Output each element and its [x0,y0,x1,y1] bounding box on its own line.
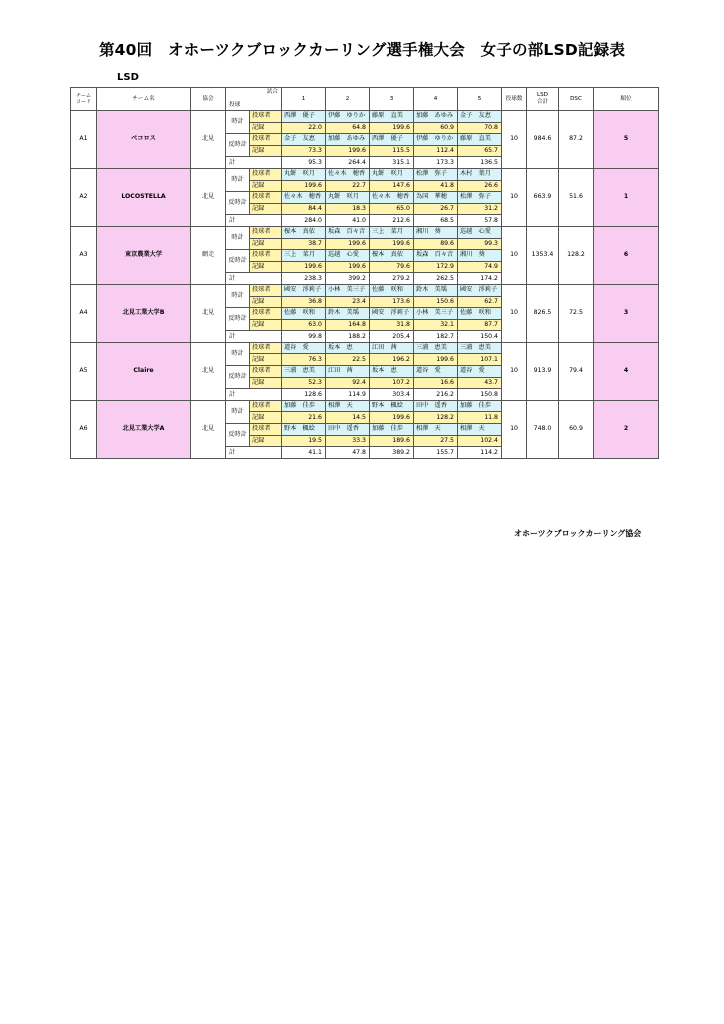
thrower-name: 加藤 佳歩 [370,424,414,436]
record-value: 199.6 [370,238,414,250]
thrower-name: 江田 茜 [370,342,414,354]
total-label: 計 [226,273,282,285]
table-row [71,111,659,123]
team-association: 北見 [191,342,226,400]
record-value: 199.6 [370,412,414,424]
thrower-name: 三浦 恵美 [282,366,326,378]
total-value: 399.2 [326,273,370,285]
thrower-label: 投球者 [250,111,282,123]
team-code: A2 [71,168,97,226]
total-value: 68.5 [414,215,458,227]
table-row [71,168,659,180]
thrower-name: 國安 澪莉子 [282,284,326,296]
thrower-name: 三上 菜月 [282,250,326,262]
record-value: 23.4 [326,296,370,308]
thrower-label: 投球者 [250,308,282,320]
thrower-label: 投球者 [250,400,282,412]
team-rank: 3 [594,284,659,342]
record-value: 16.6 [414,377,458,389]
record-value: 164.8 [326,319,370,331]
team-rank: 1 [594,168,659,226]
total-value: 128.6 [282,389,326,401]
thrower-label: 投球者 [250,284,282,296]
record-label: 記録 [250,122,282,134]
thrower-name: 佐々木 穂香 [282,192,326,204]
record-label: 記録 [250,203,282,215]
thrower-name: 金子 友恵 [282,134,326,146]
thrower-name: 丸餅 咲月 [282,168,326,180]
thrower-name: 道谷 愛 [282,342,326,354]
record-value: 73.3 [282,145,326,157]
total-value: 315.1 [370,157,414,169]
total-value: 303.4 [370,389,414,401]
total-value: 173.3 [414,157,458,169]
thrower-name: 三上 菜月 [370,226,414,238]
team-code: A4 [71,284,97,342]
total-value: 57.8 [458,215,502,227]
total-value: 212.6 [370,215,414,227]
thrower-name: 伊藤 ゆりか [414,134,458,146]
total-value: 150.8 [458,389,502,401]
thrower-name: 榎本 真依 [282,226,326,238]
header-team-code: チーム コード [71,88,97,111]
thrower-name: 佐々木 穂香 [370,192,414,204]
thrower-name: 小林 美三子 [414,308,458,320]
total-label: 計 [226,215,282,227]
header-lsd-total: LSD 合計 [527,88,559,111]
counter-clockwise-label: 反時計 [226,250,250,273]
thrower-label: 投球者 [250,424,282,436]
record-value: 102.4 [458,435,502,447]
throw-count: 10 [502,168,527,226]
record-value: 76.3 [282,354,326,366]
thrower-name: 坂森 百々音 [414,250,458,262]
total-value: 114.2 [458,447,502,459]
record-value: 62.7 [458,296,502,308]
header-end-4: 4 [414,88,458,111]
record-value: 21.6 [282,412,326,424]
thrower-name: 佐々木 穂香 [326,168,370,180]
team-name: ペコロス [97,111,191,169]
dsc-value: 60.9 [559,400,594,458]
record-value: 70.8 [458,122,502,134]
thrower-name: 坂本 恵 [326,342,370,354]
team-code: A5 [71,342,97,400]
record-value: 19.5 [282,435,326,447]
record-value: 199.6 [326,238,370,250]
record-label: 記録 [250,238,282,250]
record-label: 記録 [250,261,282,273]
record-value: 147.6 [370,180,414,192]
team-name: 東京農業大学 [97,226,191,284]
record-value: 115.5 [370,145,414,157]
thrower-name: 丸餅 咲月 [370,168,414,180]
record-value: 18.3 [326,203,370,215]
thrower-name: 佐藤 咲和 [370,284,414,296]
lsd-total: 1353.4 [527,226,559,284]
throw-count: 10 [502,226,527,284]
header-end-3: 3 [370,88,414,111]
thrower-name: 藤原 直美 [370,111,414,123]
thrower-name: 為国 華穂 [414,192,458,204]
total-value: 264.4 [326,157,370,169]
record-value: 199.6 [370,122,414,134]
total-value: 155.7 [414,447,458,459]
thrower-name: 丸餅 咲月 [326,192,370,204]
record-value: 199.6 [414,354,458,366]
record-value: 31.8 [370,319,414,331]
team-association: 北見 [191,168,226,226]
record-value: 14.5 [326,412,370,424]
thrower-name: 三浦 恵美 [414,342,458,354]
total-value: 389.2 [370,447,414,459]
total-value: 284.0 [282,215,326,227]
record-value: 128.2 [414,412,458,424]
total-value: 174.2 [458,273,502,285]
team-association: 北見 [191,111,226,169]
team-name: 北見工業大学A [97,400,191,458]
thrower-name: 木村 葉月 [458,168,502,180]
header-team-name: チーム名 [97,88,191,111]
clockwise-label: 時計 [226,400,250,423]
team-rank: 5 [594,111,659,169]
thrower-name: 國安 澪莉子 [458,284,502,296]
record-value: 199.6 [282,180,326,192]
total-value: 41.0 [326,215,370,227]
total-label: 計 [226,331,282,343]
thrower-name: 加藤 あゆみ [326,134,370,146]
throw-count: 10 [502,342,527,400]
team-association: 北見 [191,284,226,342]
thrower-label: 投球者 [250,168,282,180]
clockwise-label: 時計 [226,342,250,365]
record-value: 199.6 [326,145,370,157]
record-value: 99.3 [458,238,502,250]
record-value: 22.7 [326,180,370,192]
counter-clockwise-label: 反時計 [226,366,250,389]
record-value: 92.4 [326,377,370,389]
record-label: 記録 [250,296,282,308]
record-value: 84.4 [282,203,326,215]
thrower-name: 江田 茜 [326,366,370,378]
lsd-total: 748.0 [527,400,559,458]
record-value: 52.3 [282,377,326,389]
lsd-total: 826.5 [527,284,559,342]
record-value: 38.7 [282,238,326,250]
header-throw-label: 投球 [229,102,241,108]
record-value: 27.5 [414,435,458,447]
thrower-label: 投球者 [250,226,282,238]
total-value: 95.3 [282,157,326,169]
clockwise-label: 時計 [226,284,250,307]
thrower-name: 湘川 葵 [414,226,458,238]
table-row [71,226,659,238]
thrower-name: 坂森 百々音 [326,226,370,238]
total-label: 計 [226,389,282,401]
header-diagonal-cell [226,88,282,111]
lsd-total: 984.6 [527,111,559,169]
counter-clockwise-label: 反時計 [226,424,250,447]
thrower-name: 金子 友恵 [458,111,502,123]
total-value: 238.3 [282,273,326,285]
thrower-name: 佐藤 咲和 [282,308,326,320]
thrower-name: 鈴木 美瑀 [414,284,458,296]
total-label: 計 [226,447,282,459]
record-value: 87.7 [458,319,502,331]
lsd-total: 913.9 [527,342,559,400]
record-label: 記録 [250,435,282,447]
thrower-name: 西澤 優子 [282,111,326,123]
thrower-name: 相澤 天 [414,424,458,436]
table-row [71,342,659,354]
record-value: 65.7 [458,145,502,157]
record-value: 32.1 [414,319,458,331]
total-value: 279.2 [370,273,414,285]
team-code: A3 [71,226,97,284]
dsc-value: 87.2 [559,111,594,169]
thrower-label: 投球者 [250,192,282,204]
thrower-name: 湘川 葵 [458,250,502,262]
thrower-name: 加藤 佳歩 [458,400,502,412]
team-rank: 6 [594,226,659,284]
table-row [71,284,659,296]
record-value: 199.6 [282,261,326,273]
record-value: 112.4 [414,145,458,157]
header-match-label: 試合 [266,89,278,95]
lsd-total: 663.9 [527,168,559,226]
throw-count: 10 [502,111,527,169]
thrower-name: 藤原 直美 [458,134,502,146]
thrower-name: 小林 美三子 [326,284,370,296]
thrower-name: 田中 遥香 [414,400,458,412]
thrower-name: 巡越 心愛 [326,250,370,262]
record-value: 173.6 [370,296,414,308]
team-association: 北見 [191,400,226,458]
total-value: 150.4 [458,331,502,343]
team-rank: 2 [594,400,659,458]
thrower-name: 田中 遥香 [326,424,370,436]
header-row [71,88,659,111]
header-rank: 順位 [594,88,659,111]
team-name: 北見工業大学B [97,284,191,342]
throw-count: 10 [502,284,527,342]
dsc-value: 72.5 [559,284,594,342]
counter-clockwise-label: 反時計 [226,192,250,215]
total-value: 262.5 [414,273,458,285]
thrower-name: 松澤 弥子 [458,192,502,204]
dsc-value: 128.2 [559,226,594,284]
counter-clockwise-label: 反時計 [226,308,250,331]
record-value: 199.6 [326,261,370,273]
thrower-name: 野本 楓絵 [282,424,326,436]
thrower-name: 加藤 あゆみ [414,111,458,123]
record-value: 107.2 [370,377,414,389]
thrower-name: 道谷 愛 [458,366,502,378]
lsd-record-table [70,87,659,459]
record-value: 79.6 [370,261,414,273]
page-title: 第40回 オホーツクブロックカーリング選手権大会 女子の部LSD記録表 [98,41,626,59]
record-value: 60.9 [414,122,458,134]
record-value: 41.8 [414,180,458,192]
record-value: 89.6 [414,238,458,250]
total-value: 188.2 [326,331,370,343]
total-value: 41.1 [282,447,326,459]
dsc-value: 79.4 [559,342,594,400]
section-label: LSD [117,72,139,83]
counter-clockwise-label: 反時計 [226,134,250,157]
thrower-label: 投球者 [250,250,282,262]
total-value: 136.5 [458,157,502,169]
team-name: LOCOSTELLA [97,168,191,226]
header-end-2: 2 [326,88,370,111]
header-end-5: 5 [458,88,502,111]
total-value: 216.2 [414,389,458,401]
record-value: 150.6 [414,296,458,308]
record-value: 33.3 [326,435,370,447]
thrower-name: 松澤 弥子 [414,168,458,180]
thrower-name: 道谷 愛 [414,366,458,378]
thrower-label: 投球者 [250,342,282,354]
header-dsc: DSC [559,88,594,111]
record-label: 記録 [250,180,282,192]
record-label: 記録 [250,319,282,331]
footer-organization: オホーツクブロックカーリング協会 [514,529,642,538]
thrower-label: 投球者 [250,134,282,146]
thrower-name: 伊藤 ゆりか [326,111,370,123]
record-label: 記録 [250,145,282,157]
record-value: 43.7 [458,377,502,389]
header-end-1: 1 [282,88,326,111]
thrower-name: 坂本 恵 [370,366,414,378]
thrower-label: 投球者 [250,366,282,378]
thrower-name: 國安 澪莉子 [370,308,414,320]
record-value: 196.2 [370,354,414,366]
clockwise-label: 時計 [226,168,250,191]
record-value: 172.9 [414,261,458,273]
thrower-name: 巡越 心愛 [458,226,502,238]
dsc-value: 51.6 [559,168,594,226]
record-value: 189.6 [370,435,414,447]
team-association: 網走 [191,226,226,284]
total-label: 計 [226,157,282,169]
record-value: 22.5 [326,354,370,366]
team-code: A6 [71,400,97,458]
total-value: 47.8 [326,447,370,459]
thrower-name: 鈴木 美瑀 [326,308,370,320]
header-throws: 投球数 [502,88,527,111]
total-value: 114.9 [326,389,370,401]
thrower-name: 加藤 佳歩 [282,400,326,412]
record-value: 31.2 [458,203,502,215]
record-value: 74.9 [458,261,502,273]
thrower-name: 野本 楓絵 [370,400,414,412]
team-name: Claire [97,342,191,400]
record-value: 22.0 [282,122,326,134]
clockwise-label: 時計 [226,226,250,249]
record-value: 64.8 [326,122,370,134]
total-value: 182.7 [414,331,458,343]
table-row [71,400,659,412]
team-code: A1 [71,111,97,169]
record-label: 記録 [250,412,282,424]
record-value: 26.6 [458,180,502,192]
team-rank: 4 [594,342,659,400]
record-label: 記録 [250,354,282,366]
total-value: 99.8 [282,331,326,343]
throw-count: 10 [502,400,527,458]
header-association: 協会 [191,88,226,111]
total-value: 205.4 [370,331,414,343]
record-value: 26.7 [414,203,458,215]
thrower-name: 西澤 優子 [370,134,414,146]
record-value: 63.0 [282,319,326,331]
record-value: 11.8 [458,412,502,424]
thrower-name: 相澤 天 [458,424,502,436]
thrower-name: 榎本 真依 [370,250,414,262]
record-value: 107.1 [458,354,502,366]
record-value: 36.8 [282,296,326,308]
thrower-name: 相澤 天 [326,400,370,412]
record-value: 65.0 [370,203,414,215]
record-label: 記録 [250,377,282,389]
clockwise-label: 時計 [226,111,250,134]
thrower-name: 佐藤 咲和 [458,308,502,320]
thrower-name: 三浦 恵美 [458,342,502,354]
